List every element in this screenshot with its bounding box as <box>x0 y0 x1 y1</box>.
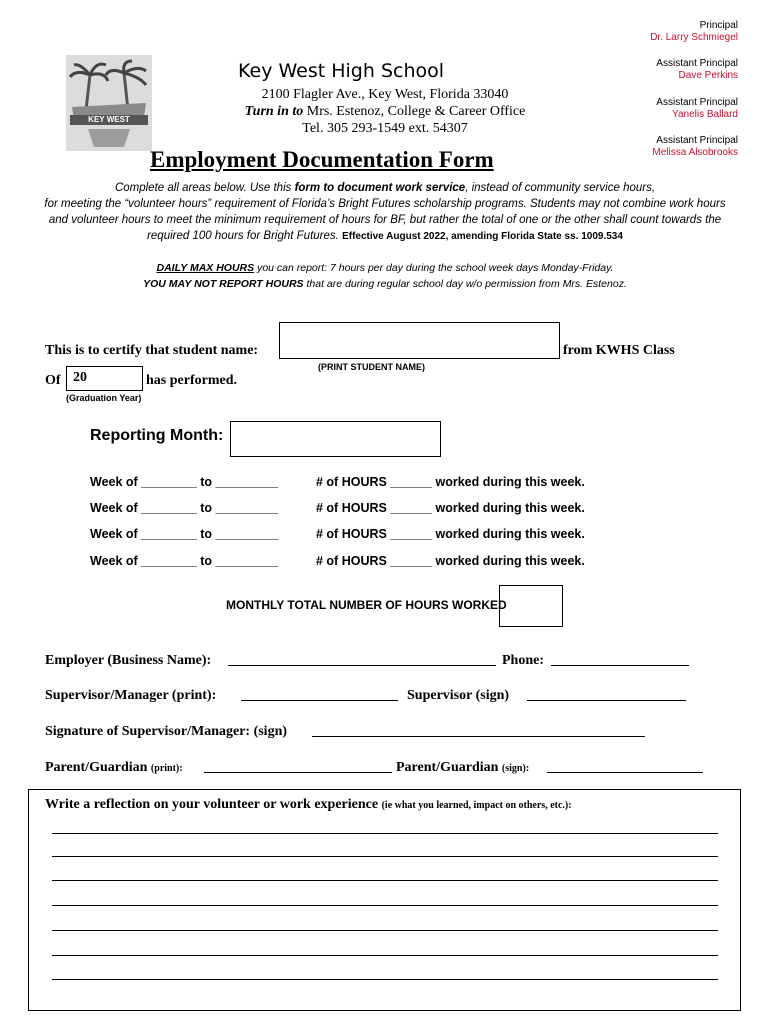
supervisor-print-label: Supervisor/Manager (print): <box>45 688 217 703</box>
week-range-1[interactable]: Week of ________ to _________ <box>90 475 279 489</box>
reflection-line[interactable] <box>52 955 718 956</box>
daily-emphasis: YOU MAY NOT REPORT HOURS <box>143 278 304 290</box>
turn-in-label: Turn in to <box>244 104 304 119</box>
parent-label-text: Parent/Guardian <box>45 760 148 775</box>
intro-text-part: , instead of community service hours, <box>465 182 656 194</box>
intro-text <box>40 180 730 245</box>
week-range-2[interactable]: Week of ________ to _________ <box>90 501 279 515</box>
daily-emphasis: DAILY MAX HOURS <box>156 262 255 274</box>
staff-principal <box>650 20 738 44</box>
supervisor-print-field[interactable] <box>241 700 398 701</box>
staff-name: Dave Perkins <box>678 70 738 81</box>
effective-note: Effective August 2022, amending Florida State ss. 1009.534 <box>342 231 623 242</box>
daily-text: that are during regular school day w/o permission from Mrs. Estenoz. <box>306 278 627 290</box>
daily-text: you can report: 7 hours per day during the school week days Monday-Friday. <box>257 262 614 274</box>
reporting-month-label: Reporting Month: <box>90 427 224 444</box>
daily-line-1 <box>40 260 730 276</box>
reporting-month-field[interactable] <box>230 421 441 457</box>
turn-in-to: Mrs. Estenoz, College & Career Office <box>306 104 526 119</box>
intro-emphasis: form to document work service <box>294 182 466 194</box>
parent-sign-field[interactable] <box>547 772 703 773</box>
parent-print-label <box>45 760 183 776</box>
week-hours-4[interactable]: # of HOURS ______ worked during this week. <box>316 554 585 568</box>
monthly-total-field[interactable] <box>499 585 563 627</box>
week-hours-2[interactable]: # of HOURS ______ worked during this week. <box>316 501 585 515</box>
week-range-4[interactable]: Week of ________ to _________ <box>90 554 279 568</box>
week-range-3[interactable]: Week of ________ to _________ <box>90 527 279 541</box>
phone-label: Phone: <box>502 653 544 668</box>
sign-small-label: (sign): <box>501 763 530 774</box>
reflection-line[interactable] <box>52 833 718 834</box>
reflection-label <box>45 797 572 813</box>
school-phone: Tel. 305 293-1549 ext. 54307 <box>302 121 468 136</box>
parent-print-field[interactable] <box>204 772 392 773</box>
supervisor-sign-label: Supervisor (sign) <box>407 688 510 703</box>
staff-name: Melissa Alsobrooks <box>652 147 738 158</box>
staff-ap-3 <box>652 135 738 159</box>
graduation-year-value: 20 <box>73 370 87 385</box>
form-title: Employment Documentation Form <box>150 147 494 172</box>
staff-name: Yanelis Ballard <box>672 109 738 120</box>
staff-name: Dr. Larry Schmiegel <box>650 32 738 43</box>
reflection-line[interactable] <box>52 856 718 857</box>
of-label: Of <box>45 373 61 388</box>
reflection-prompt: Write a reflection on your volunteer or work experience <box>45 797 379 812</box>
week-hours-1[interactable]: # of HOURS ______ worked during this week. <box>316 475 585 489</box>
reflection-line[interactable] <box>52 880 718 881</box>
school-name: Key West High School <box>238 60 445 82</box>
daily-max-note <box>40 260 730 292</box>
phone-field[interactable] <box>551 665 689 666</box>
staff-title: Principal <box>699 20 738 31</box>
daily-line-2 <box>40 276 730 292</box>
performed-label: has performed. <box>146 373 237 388</box>
school-address: 2100 Flagler Ave., Key West, Florida 33040 <box>261 87 509 102</box>
week-hours-3[interactable]: # of HOURS ______ worked during this week. <box>316 527 585 541</box>
parent-sign-label <box>396 760 529 776</box>
reflection-box <box>28 789 741 1011</box>
staff-title: Assistant Principal <box>656 58 738 69</box>
monthly-total-label: MONTHLY TOTAL NUMBER OF HOURS WORKED <box>226 598 507 612</box>
employer-label: Employer (Business Name): <box>45 653 212 668</box>
logo-text: KEY WEST <box>88 115 130 124</box>
graduation-year-field[interactable] <box>66 366 143 391</box>
reflection-line[interactable] <box>52 979 718 980</box>
employer-field[interactable] <box>228 665 496 666</box>
supervisor-sign-field[interactable] <box>527 700 686 701</box>
parent-label-text: Parent/Guardian <box>396 760 499 775</box>
student-name-field[interactable] <box>279 322 560 359</box>
signature-field[interactable] <box>312 736 645 737</box>
staff-ap-1 <box>656 58 738 82</box>
reflection-line[interactable] <box>52 930 718 931</box>
intro-text-part: required 100 hours for Bright Futures. <box>147 230 339 242</box>
turn-in-line <box>0 104 770 120</box>
certify-label: This is to certify that student name: <box>45 343 259 358</box>
signature-label: Signature of Supervisor/Manager: (sign) <box>45 724 288 739</box>
reflection-hint: (ie what you learned, impact on others, etc.): <box>381 800 572 811</box>
intro-line-3: and volunteer hours to meet the minimum requirement of hours for BF, but rather the total of one or the other shall count towards the <box>48 214 722 226</box>
reflection-line[interactable] <box>52 905 718 906</box>
staff-title: Assistant Principal <box>656 97 738 108</box>
print-student-name-label: (PRINT STUDENT NAME) <box>318 362 425 372</box>
intro-line-2: for meeting the “volunteer hours” requirement of Florida’s Bright Futures scholarship programs. Students may not combine work hours <box>44 198 726 210</box>
class-label: from KWHS Class <box>563 343 675 358</box>
staff-title: Assistant Principal <box>656 135 738 146</box>
intro-line-4 <box>40 228 730 245</box>
intro-text-part: Complete all areas below. Use this <box>114 182 292 194</box>
graduation-year-label: (Graduation Year) <box>66 393 142 403</box>
intro-line-1 <box>40 180 730 196</box>
print-small-label: (print): <box>150 763 183 774</box>
